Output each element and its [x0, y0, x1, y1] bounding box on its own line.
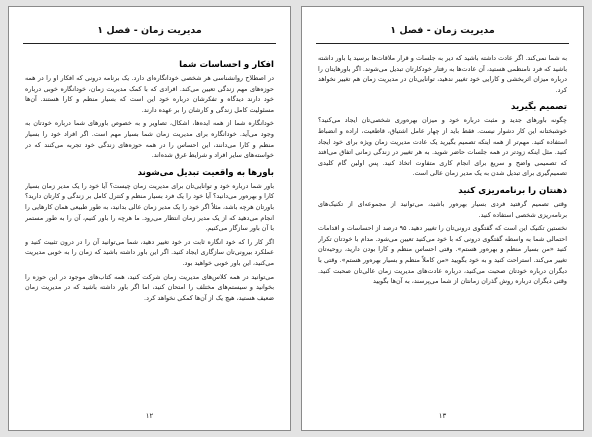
page-number-left: ۱۲	[145, 412, 154, 420]
paragraph: باور شما درباره خود و توانایی‌تان برای مدیریت زمان چیست؟ آیا خود را یک مدیر زمان بسیار کارا و بهره‌ور می‌دانید؟ آیا خود را یک فرد بسیار منظم و کنترل کامل بر زندگی و کارتان دارید؟ باورتان هرچه باشد، مثلاً اگر خود را یک مدیر زمان عالی بدانید، به طور طبیعی همان کارهایی را انجام می‌دهید که از یک مدیر زمان انتظار می‌رود. ما هرچه را باور کنیم، آن را به طور مستمر با آن باور سازگار می‌کنیم.	[25, 181, 274, 233]
paragraph: خودانگاره شما از همه ایده‌ها، اشکال، تصاویر و به خصوص باورهای شما درباره خودتان به وجود می‌آید. خودانگاره برای مدیریت زمان شما بسیار مهم است. اگر افراد خود را بسیار منظم و کارا می‌دانند، این احساس را در همه حوزه‌های زندگی خود تجربه می‌کنند که در خواسته‌های سایر افراد و شرایط غرق شده‌اند.	[25, 119, 274, 160]
paragraph: نخستین تکنیک این است که گفتگوی درونی‌تان را تغییر دهید. ۹۵ درصد از احساسات و اقدامات احتمالی شما به واسطه گفتگوی درونی که با خود می‌کنید تعیین می‌شود. مدام با خودتان تکرار کنید «من بسیار منظم و بهره‌ور هستم». وقتی احساس منظم و کارا بودن دارید، روحیه‌تان تغییر می‌کند. استراحت کنید و به خود بگویید «من کاملاً منظم و بسیار بهره‌ور هستم». وقتی با دیگران درباره خودتان صحبت می‌کنید، درباره عادت‌های مدیریت زمان عالی‌تان صحبت کنید. وقتی دیگران درباره روش گذران زمانتان از شما می‌پرسند، به آن‌ها بگویید	[318, 224, 567, 286]
left-page	[8, 6, 291, 431]
left-page-body	[25, 53, 274, 402]
right-page-body	[318, 53, 567, 402]
paragraph: در اصطلاح روانشناسی هر شخصی خودانگاره‌ای دارد. یک برنامه درونی که افکار او را در همه حوزه‌های مهم زندگی تعیین می‌کند. افرادی که با کمک مدیریت زمان، خودانگاره خوبی درباره خود دارند دیدگاه و تفکرشان درباره خود این است که بسیار منظم و کارا هستند. آن‌ها مسئولیت کامل زندگی و کارشان را بر عهده دارند.	[25, 74, 274, 114]
section-heading: باورها به واقعیت تبدیل می‌شوند	[137, 167, 274, 178]
page-header-right: مدیریت زمان - فصل ۱	[316, 25, 569, 44]
section-heading: ذهنتان را برنامه‌ریزی کنید	[458, 185, 567, 196]
paragraph: اگر کار را که خود انگاره ثابت در خود تغییر دهید، شما می‌توانید آن را در درون تثبیت کنید و عملکرد بیرونی‌تان سازگاری ایجاد کنید. اگر این باور داشته باشید که زمان را به خوبی مدیریت می‌کنید، این باور خوبی خواهید بود.	[25, 237, 274, 267]
page-number-right: ۱۳	[438, 412, 447, 420]
page-header-left: مدیریت زمان - فصل ۱	[23, 25, 276, 44]
paragraph: چگونه باورهای جدید و مثبت درباره خود و میزان بهره‌وری شخصی‌تان ایجاد می‌کنید؟ خوشبختانه این کار دشوار نیست. فقط باید از چهار عامل اشتیاق، قاطعیت، اراده و انضباط استفاده کنید. مهم‌تر از همه اینکه تصمیم بگیرید یک عادت مدیریت زمان ویژه برای خود ایجاد کنید. مثل اینکه زودتر در همه جلسات حاضر شوید. به هر تغییر در زندگی زمانی اتفاق می‌افتد که تصمیمی واضح و سریع برای انجام کاری متفاوت اتخاذ کنید. پس اولین گام کلیدی تصمیم‌گیری برای تبدیل شدن به یک مدیر زمان عالی است.	[318, 116, 567, 178]
paragraph: می‌توانید در همه کلاس‌های مدیریت زمان شرکت کنید، همه کتاب‌های موجود در این حوزه را بخوانید و سیستم‌های مختلف را امتحان کنید، اما اگر باور داشته باشید که در مدیریت زمان ضعیف هستید، هیچ یک از آن‌ها کمکی نخواهد کرد.	[25, 272, 274, 302]
section-heading: افکار و احساسات شما	[179, 60, 274, 70]
right-page	[301, 6, 584, 431]
paragraph: به شما نمی‌کند. اگر عادت داشته باشید که دیر به جلسات و قرار ملاقات‌ها برسید یا باور داشته باشید که فرد نامنظمی هستید، آن عادت‌ها به رفتار خودکارتان تبدیل می‌شوند. اگر باورهایتان را درباره میزان اثربخشی و کارایی خود تغییر ندهید، توانایی‌تان در مدیریت زمان هم تغییر نخواهد کرد.	[318, 54, 567, 94]
paragraph: وقتی تصمیم گرفتید فردی بسیار بهره‌ور باشید، می‌توانید از مجموعه‌ای از تکنیک‌های برنامه‌ریزی شخصی استفاده کنید.	[318, 199, 567, 219]
section-heading: تصمیم بگیرید	[511, 102, 567, 113]
